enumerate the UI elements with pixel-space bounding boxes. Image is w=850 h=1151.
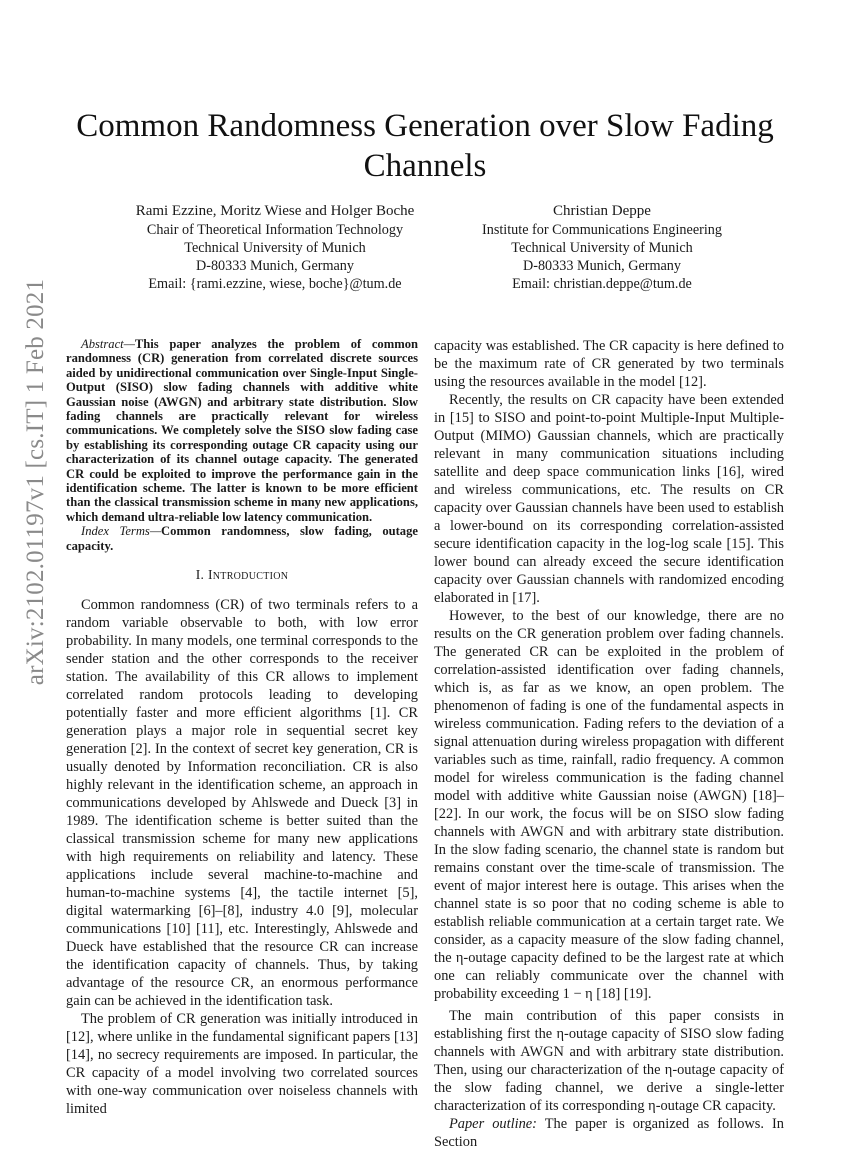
affiliation-line: Technical University of Munich <box>511 240 693 256</box>
paper-title: Common Randomness Generation over Slow Fading Channels <box>76 108 774 184</box>
author-block-1 <box>115 202 435 293</box>
section-number: I. <box>195 567 205 583</box>
paper-outline-label: Paper outline: <box>449 1116 537 1132</box>
paragraph: Common randomness (CR) of two terminals refers to a random variable observable to both, with low error probability. In many models, one terminal corresponds to the sender station and the other corresponds to the receiver station. The availability of this CR allows to implement correlated random protocols leading to developing potentially faster and more efficient algorithms [1]. CR generation plays a major role in sequential secret key generation [2]. In the context of secret key generation, CR is usually denoted by Information reconciliation. CR is also highly relevant in the identification scheme, an approach in communications developed by Ahlswede and Dueck [3] in 1989. The identification scheme is better suited than the classical transmission scheme for many new applications with high requirements on reliability and latency. These applications include several machine-to-machine and human-to-machine systems [4], the tactile internet [5], digital watermarking [6]–[8], industry 4.0 [9], molecular communications [10] [11], etc. Interestingly, Ahlswede and Dueck have established that the resource CR can increase the identification capacity of channels. Thus, by taking advantage of the resource CR, an enormous performance gain can be achieved in the identification task. <box>66 597 418 1010</box>
section-title: Introduction <box>207 567 289 583</box>
left-column <box>66 337 418 1118</box>
author-email: Email: {rami.ezzine, wiese, boche}@tum.de <box>148 276 402 292</box>
author-names: Christian Deppe <box>553 203 651 219</box>
arxiv-identifier: arXiv:2102.01197v1 [cs.IT] 1 Feb 2021 <box>22 278 49 686</box>
affiliation-line: D-80333 Munich, Germany <box>522 258 681 274</box>
right-column <box>434 337 784 1151</box>
index-terms: Index Terms—Common randomness, slow fading, outage capacity. <box>66 524 418 553</box>
abstract: Abstract—This paper analyzes the problem of common randomness (CR) generation from correlated discrete sources aided by unidirectional communication over Single-Input Single-Output (SISO) slow fading channels with additive white Gaussian noise (AWGN) and arbitrary state distribution. Slow fading channels are practically relevant for wireless communications. We completely solve the SISO slow fading case by establishing its corresponding outage CR capacity using our characterization of its channel outage capacity. The generated CR could be exploited to improve the performance gain in the identification scheme. The latter is known to be more efficient than the classical transmission scheme in many new applications, which demand ultra-reliable low latency communication. <box>66 337 418 524</box>
affiliation-line: Chair of Theoretical Information Technology <box>146 222 404 238</box>
paragraph: The main contribution of this paper consists in establishing first the η-outage capacity of SISO slow fading channels with AWGN and with arbitrary state distribution. Then, using our characterization of the η-outage capacity of the slow fading channel, we derive a single-letter characterization of its corresponding η-outage CR capacity. <box>434 1008 784 1114</box>
index-terms-text: Common randomness, slow fading, outage capacity. <box>66 524 418 553</box>
abstract-label: Abstract <box>81 337 124 351</box>
affiliation-line: D-80333 Munich, Germany <box>195 258 354 274</box>
affiliation-line: Technical University of Munich <box>184 240 366 256</box>
index-terms-label: Index Terms <box>81 524 150 539</box>
abstract-text: This paper analyzes the problem of common randomness (CR) generation from correlated discrete sources aided by unidirectional communication over Single-Input Single-Output (SISO) slow fading channels with additive white Gaussian noise (AWGN) and arbitrary state distribution. Slow fading channels are practically relevant for wireless communications. We completely solve the SISO slow fading case by establishing its corresponding outage CR capacity using our characterization of its channel outage capacity. The generated CR could be exploited to improve the performance gain in the identification scheme. The latter is known to be more efficient than the classical transmission scheme in many new applications, which demand ultra-reliable low latency communication. <box>66 337 418 524</box>
paragraph: However, to the best of our knowledge, there are no results on the CR generation problem over fading channels. The generated CR can be exploited in the problem of correlation-assisted identification over fading channels, which is, as far as we know, an open problem. The phenomenon of fading is one of the fundamental aspects in wireless communication. Fading refers to the deviation of a signal attenuation during wireless propagation with different variables such as time, rainfall, radio frequency. A common model for wireless communication is the fading channel model with additive white Gaussian noise (AWGN) [18]–[22]. In our work, the focus will be on SISO slow fading channels with AWGN and with arbitrary state distribution. In the slow fading scenario, the channel state is random but remains constant over the time-scale of transmission. The event of major interest here is outage. This arises when the channel state is so poor that no coding scheme is able to establish reliable communication at a certain target rate. We consider, as a capacity measure of the slow fading channel, the η-outage capacity defined to be the largest rate at which one can reliably communicate over the channel with probability exceeding 1 − η [18] [19]. <box>434 608 784 1002</box>
paper-outline-text: The paper is organized as follows. In Section <box>434 1116 784 1150</box>
paragraph: The problem of CR generation was initially introduced in [12], where unlike in the fundamental significant papers [13] [14], no secrecy requirements are imposed. In particular, the CR capacity of a model involving two correlated sources with one-way communication over noiseless channels with limited <box>66 1011 418 1118</box>
paragraph: capacity was established. The CR capacity is here defined to be the maximum rate of CR generated by two terminals using the resources available in the model [12]. <box>434 338 784 390</box>
author-block-2 <box>452 202 752 293</box>
author-email: Email: christian.deppe@tum.de <box>512 276 692 292</box>
paragraph: Recently, the results on CR capacity have been extended in [15] to SISO and point-to-point Multiple-Input Multiple-Output (MIMO) Gaussian channels, which are practically relevant in many communication situations including satellite and deep space communication links [16], wired and wireless communications, etc. The results on CR capacity over Gaussian channels have been used to establish a lower-bound on its corresponding correlation-assisted secure identification capacity in the log-log scale [15]. This lower bound can already exceed the secure identification capacity over Gaussian channels with randomized encoding elaborated in [17]. <box>434 392 784 606</box>
author-names: Rami Ezzine, Moritz Wiese and Holger Boche <box>135 203 415 219</box>
section-heading-introduction <box>66 566 418 584</box>
affiliation-line: Institute for Communications Engineering <box>482 222 722 238</box>
paper-outline <box>434 1115 784 1151</box>
